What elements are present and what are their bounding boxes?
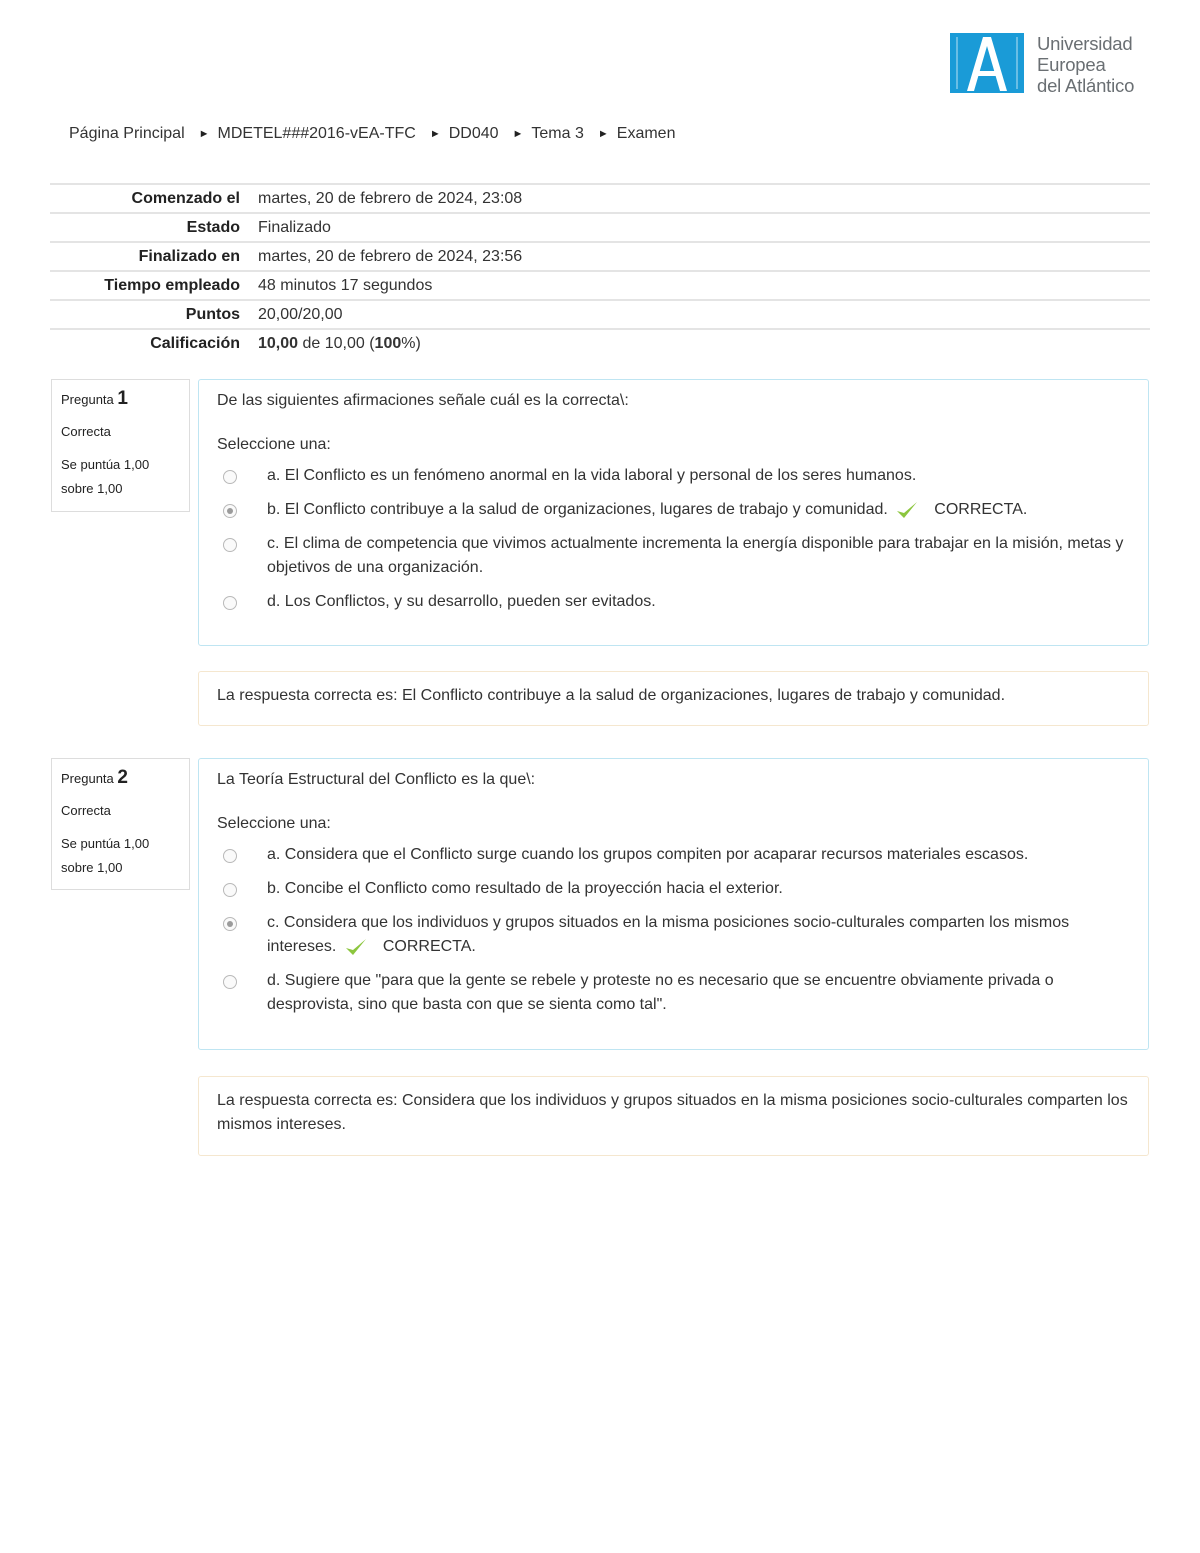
breadcrumb-separator-icon: ► [429,128,441,140]
answer-option-text: c. El clima de competencia que vivimos actualmente incrementa la energía disponible para trabajar en la misión, metas y objetivos de una organización. [267,535,1124,576]
breadcrumb-exam-link[interactable]: Examen [616,125,676,142]
question-box-2 [198,758,1149,1050]
question-info-1 [51,379,190,512]
summary-label: Calificación [50,329,258,357]
question-number [61,767,180,789]
summary-value: martes, 20 de febrero de 2024, 23:08 [258,184,1150,213]
answer-option-d[interactable] [217,590,1130,614]
summary-row-time-taken [50,271,1150,300]
breadcrumb-home-link[interactable]: Página Principal [69,125,185,142]
feedback-text: La respuesta correcta es: El Conflicto contribuye a la salud de organizaciones, lugares de trabajo y comunidad. [217,687,1006,704]
question-prefix: Pregunta [61,392,114,407]
summary-label: Puntos [50,300,258,329]
grade-of-text: de 10,00 ( [298,334,375,352]
summary-value: 48 minutos 17 segundos [258,271,1150,300]
university-logo [950,33,1134,96]
radio-button-selected[interactable] [223,917,237,931]
correct-check-icon [345,937,367,957]
answer-option-a[interactable] [217,464,1130,488]
question-grade [61,832,180,880]
grade-score: 10,00 [258,334,299,352]
question-grade-line: sobre 1,00 [61,860,123,875]
answer-prompt: Seleccione una: [217,815,331,832]
breadcrumb-section-link[interactable]: DD040 [448,125,499,142]
radio-button[interactable] [223,470,237,484]
radio-button[interactable] [223,596,237,610]
summary-label: Tiempo empleado [50,271,258,300]
summary-row-finished [50,242,1150,271]
radio-button[interactable] [223,849,237,863]
answer-option-d[interactable] [217,969,1130,1017]
summary-value: 20,00/20,00 [258,300,1150,329]
question-grade-line: Se puntúa 1,00 [61,457,150,472]
question-state: Correcta [61,424,111,439]
question-state: Correcta [61,803,111,818]
answer-prompt: Seleccione una: [217,436,331,453]
breadcrumb-separator-icon: ► [512,128,524,140]
question-feedback-2 [198,1076,1149,1156]
summary-label: Estado [50,213,258,242]
question-number-value: 1 [117,388,128,409]
question-number-value: 2 [117,767,128,788]
logo-line-3: del Atlántico [1037,75,1135,96]
answer-option-c[interactable] [217,532,1130,580]
question-grade-line: sobre 1,00 [61,481,123,496]
correct-check-icon [896,500,918,520]
summary-row-points [50,300,1150,329]
correct-label: CORRECTA. [934,501,1028,518]
summary-row-started [50,184,1150,213]
feedback-text: La respuesta correcta es: Considera que los individuos y grupos situados en la misma posiciones socio-culturales comparten los mismos intereses. [217,1092,1128,1133]
radio-button[interactable] [223,883,237,897]
grade-end-text: %) [401,334,421,352]
question-text: La Teoría Estructural del Conflicto es la que\: [217,771,536,788]
answer-option-text: a. El Conflicto es un fenómeno anormal en la vida laboral y personal de los seres humanos. [267,467,917,484]
answer-option-b[interactable] [217,877,1130,901]
breadcrumb-separator-icon: ► [198,128,210,140]
correct-label: CORRECTA. [382,938,476,955]
summary-row-state [50,213,1150,242]
breadcrumb-topic-link[interactable]: Tema 3 [531,125,584,142]
radio-button[interactable] [223,975,237,989]
question-grade-line: Se puntúa 1,00 [61,836,150,851]
summary-label: Comenzado el [50,184,258,213]
question-box-1 [198,379,1149,646]
answer-option-text: d. Sugiere que "para que la gente se rebele y proteste no es necesario que se encuentre obviamente privada o desprovista, sino que basta con que se sienta como tal". [267,972,1054,1013]
question-info-2 [51,758,190,890]
summary-grade-value [258,329,1150,357]
logo-a-icon [950,33,1024,93]
summary-value: Finalizado [258,213,1150,242]
breadcrumb [69,125,675,143]
answer-option-c[interactable] [217,911,1130,959]
radio-button[interactable] [223,538,237,552]
summary-row-grade [50,329,1150,357]
answer-option-text: b. Concibe el Conflicto como resultado de la proyección hacia el exterior. [267,880,783,897]
radio-button-selected[interactable] [223,504,237,518]
question-feedback-1 [198,671,1149,726]
logo-text [1037,33,1134,96]
question-text: De las siguientes afirmaciones señale cuál es la correcta\: [217,392,629,409]
attempt-summary-table [50,183,1150,357]
summary-label: Finalizado en [50,242,258,271]
question-number [61,388,180,410]
answer-option-text: c. Considera que los individuos y grupos situados en la misma posiciones socio-culturales comparten los mismos intereses. [267,914,1070,955]
question-prefix: Pregunta [61,771,114,786]
breadcrumb-separator-icon: ► [597,128,609,140]
answer-option-text: b. El Conflicto contribuye a la salud de organizaciones, lugares de trabajo y comunidad. [267,501,888,518]
answer-option-text: d. Los Conflictos, y su desarrollo, pueden ser evitados. [267,593,656,610]
question-grade [61,453,180,501]
logo-line-2: Europea [1037,54,1106,75]
grade-percent: 100 [374,334,402,352]
answer-option-b[interactable] [217,498,1130,522]
breadcrumb-course-link[interactable]: MDETEL###2016-vEA-TFC [217,125,416,142]
answer-option-a[interactable] [217,843,1130,867]
logo-line-1: Universidad [1037,33,1133,54]
answer-option-text: a. Considera que el Conflicto surge cuando los grupos compiten por acaparar recursos materiales escasos. [267,846,1029,863]
summary-value: martes, 20 de febrero de 2024, 23:56 [258,242,1150,271]
